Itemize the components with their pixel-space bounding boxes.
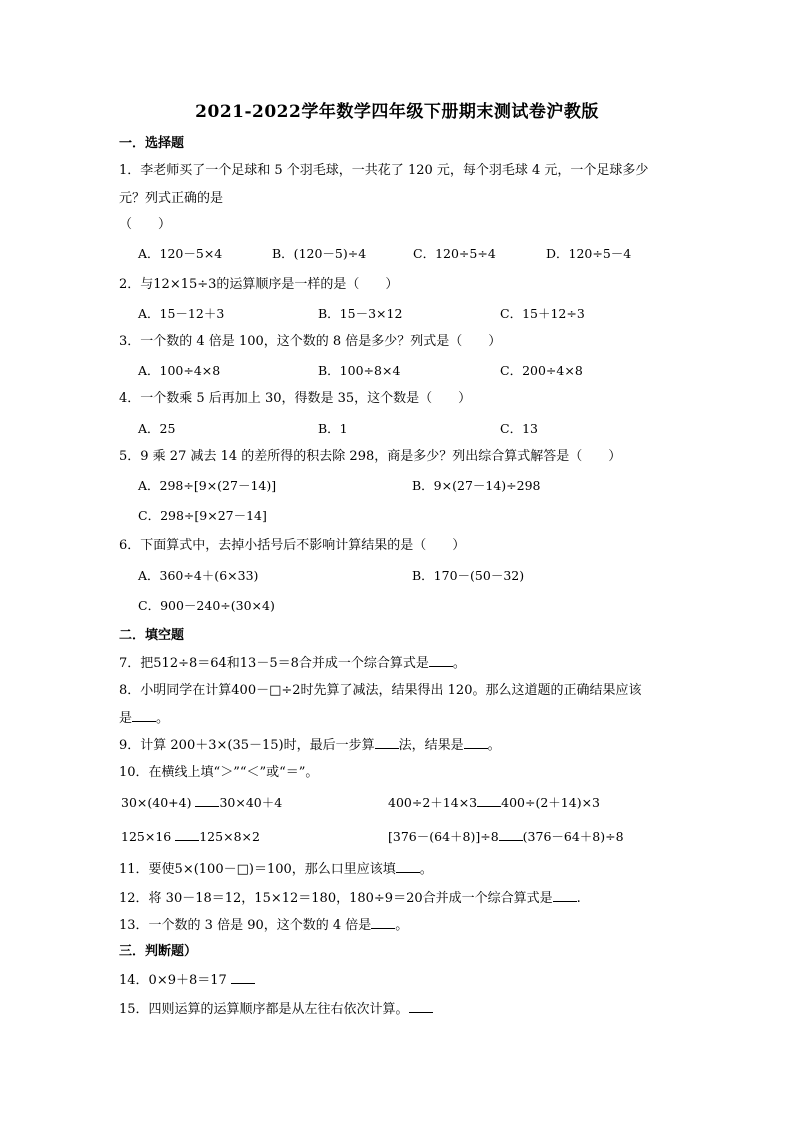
expression: 30×40＋4: [219, 795, 283, 810]
question-2-option-b: B．15－3×12: [318, 306, 403, 321]
question-5-option-b: B．9×(27－14)÷298: [412, 478, 541, 493]
question-11: [119, 860, 433, 879]
question-9: [119, 736, 501, 755]
question-7-text: 7．把512÷8＝64和13－5＝8合并成一个综合算式是: [119, 656, 429, 671]
question-3-option-a: A．100÷4×8: [138, 363, 221, 378]
expression: 30×(40+4): [121, 795, 192, 810]
expression: 400÷(2＋14)×3: [501, 795, 600, 810]
answer-blank-result[interactable]: [464, 736, 488, 749]
question-14-text: 14．0×9＋8＝17: [119, 973, 227, 988]
answer-blank[interactable]: [409, 1000, 433, 1013]
question-15-text: 15．四则运算的运算顺序都是从左往右依次计算。: [119, 1002, 409, 1017]
answer-blank[interactable]: [553, 889, 577, 902]
question-8-line1: 8．小明同学在计算400－□÷2时先算了减法，结果得出 120。那么这道题的正确结果应该: [119, 683, 642, 698]
answer-blank[interactable]: [396, 860, 420, 873]
question-14: [119, 971, 255, 990]
expression: (376－64＋8)÷8: [522, 829, 624, 844]
question-1-option-a: A．120－5×4: [138, 246, 223, 261]
expression: 400÷2＋14×3: [388, 795, 478, 810]
section-heading-judge: 三．判断题）: [119, 944, 198, 959]
question-10-row1-left: [121, 794, 282, 812]
question-12: [119, 889, 581, 908]
compare-blank[interactable]: [195, 794, 219, 807]
compare-blank[interactable]: [477, 794, 501, 807]
question-6-stem: 6．下面算式中，去掉小括号后不影响计算结果的是（ ）: [119, 538, 466, 553]
compare-blank[interactable]: [499, 828, 523, 841]
question-7-end: 。: [452, 656, 466, 671]
question-10-row2-right: [388, 828, 624, 846]
answer-blank[interactable]: [231, 971, 255, 984]
section-heading-fill: 二．填空题: [119, 628, 185, 643]
question-3-option-c: C．200÷4×8: [500, 363, 583, 378]
answer-blank[interactable]: [132, 709, 156, 722]
answer-blank[interactable]: [429, 654, 453, 667]
question-10-row1-right: [388, 794, 600, 812]
question-13: [119, 916, 408, 935]
question-8-end: 。: [156, 711, 170, 726]
question-9-text: 9．计算 200＋3×(35－15)时，最后一步算: [119, 738, 375, 753]
question-6-option-c: C．900－240÷(30×4): [138, 598, 275, 613]
question-3-stem: 3．一个数的 4 倍是 100，这个数的 8 倍是多少？列式是（ ）: [119, 334, 502, 349]
question-1-line1: 1．李老师买了一个足球和 5 个羽毛球，一共花了 120 元，每个羽毛球 4 元，一个足球多少: [119, 163, 649, 178]
question-9-mid: 法，结果是: [398, 738, 464, 753]
page-title: 2021-2022学年数学四年级下册期末测试卷沪教版: [195, 102, 599, 122]
question-6-option-a: A．360÷4＋(6×33): [138, 568, 259, 583]
question-5-stem: 5．9 乘 27 减去 14 的差所得的积去除 298，商是多少？列出综合算式解答是（ ）: [119, 449, 622, 464]
question-12-text: 12．将 30－18＝12，15×12＝180，180÷9＝20合并成一个综合算式是: [119, 891, 553, 906]
question-11-end: 。: [419, 862, 433, 877]
expression: 125×16: [121, 829, 172, 844]
question-12-end: .: [576, 891, 581, 906]
question-1-option-c: C．120÷5÷4: [413, 246, 496, 261]
section-heading-choice: 一．选择题: [119, 136, 185, 151]
question-5-option-a: A．298÷[9×(27－14)]: [138, 478, 277, 493]
question-13-text: 13．一个数的 3 倍是 90，这个数的 4 倍是: [119, 918, 372, 933]
question-1-option-b: B．(120－5)÷4: [272, 246, 367, 261]
question-8-line2: [119, 709, 169, 728]
question-6-option-b: B．170－(50－32): [412, 568, 525, 583]
expression: [376－(64＋8)]÷8: [388, 829, 499, 844]
question-1-line2: 元？列式正确的是: [119, 191, 224, 206]
question-3-option-b: B．100÷8×4: [318, 363, 401, 378]
question-4-option-c: C．13: [500, 421, 538, 436]
question-10-row2-left: [121, 828, 260, 846]
question-2-option-a: A．15－12＋3: [138, 306, 225, 321]
question-2-option-c: C．15＋12÷3: [500, 306, 585, 321]
answer-blank-operation[interactable]: [375, 736, 399, 749]
question-2-stem: 2．与12×15÷3的运算顺序是一样的是（ ）: [119, 277, 399, 292]
question-1-paren: （ ）: [119, 217, 172, 232]
question-15: [119, 1000, 433, 1019]
question-11-text: 11．要使5×(100－□)＝100，那么口里应该填: [119, 862, 396, 877]
question-4-option-a: A．25: [138, 421, 176, 436]
answer-blank[interactable]: [371, 916, 395, 929]
compare-blank[interactable]: [175, 828, 199, 841]
expression: 125×8×2: [199, 829, 260, 844]
question-9-end: 。: [487, 738, 501, 753]
question-10-stem: 10．在横线上填“＞”“＜”或“＝”。: [119, 765, 319, 780]
question-4-option-b: B．1: [318, 421, 348, 436]
question-8-text: 是: [119, 711, 133, 726]
question-4-stem: 4．一个数乘 5 后再加上 30，得数是 35，这个数是（ ）: [119, 391, 472, 406]
question-1-option-d: D．120÷5－4: [546, 246, 632, 261]
question-7: [119, 654, 466, 673]
question-5-option-c: C．298÷[9×27－14]: [138, 508, 267, 523]
question-13-end: 。: [395, 918, 409, 933]
